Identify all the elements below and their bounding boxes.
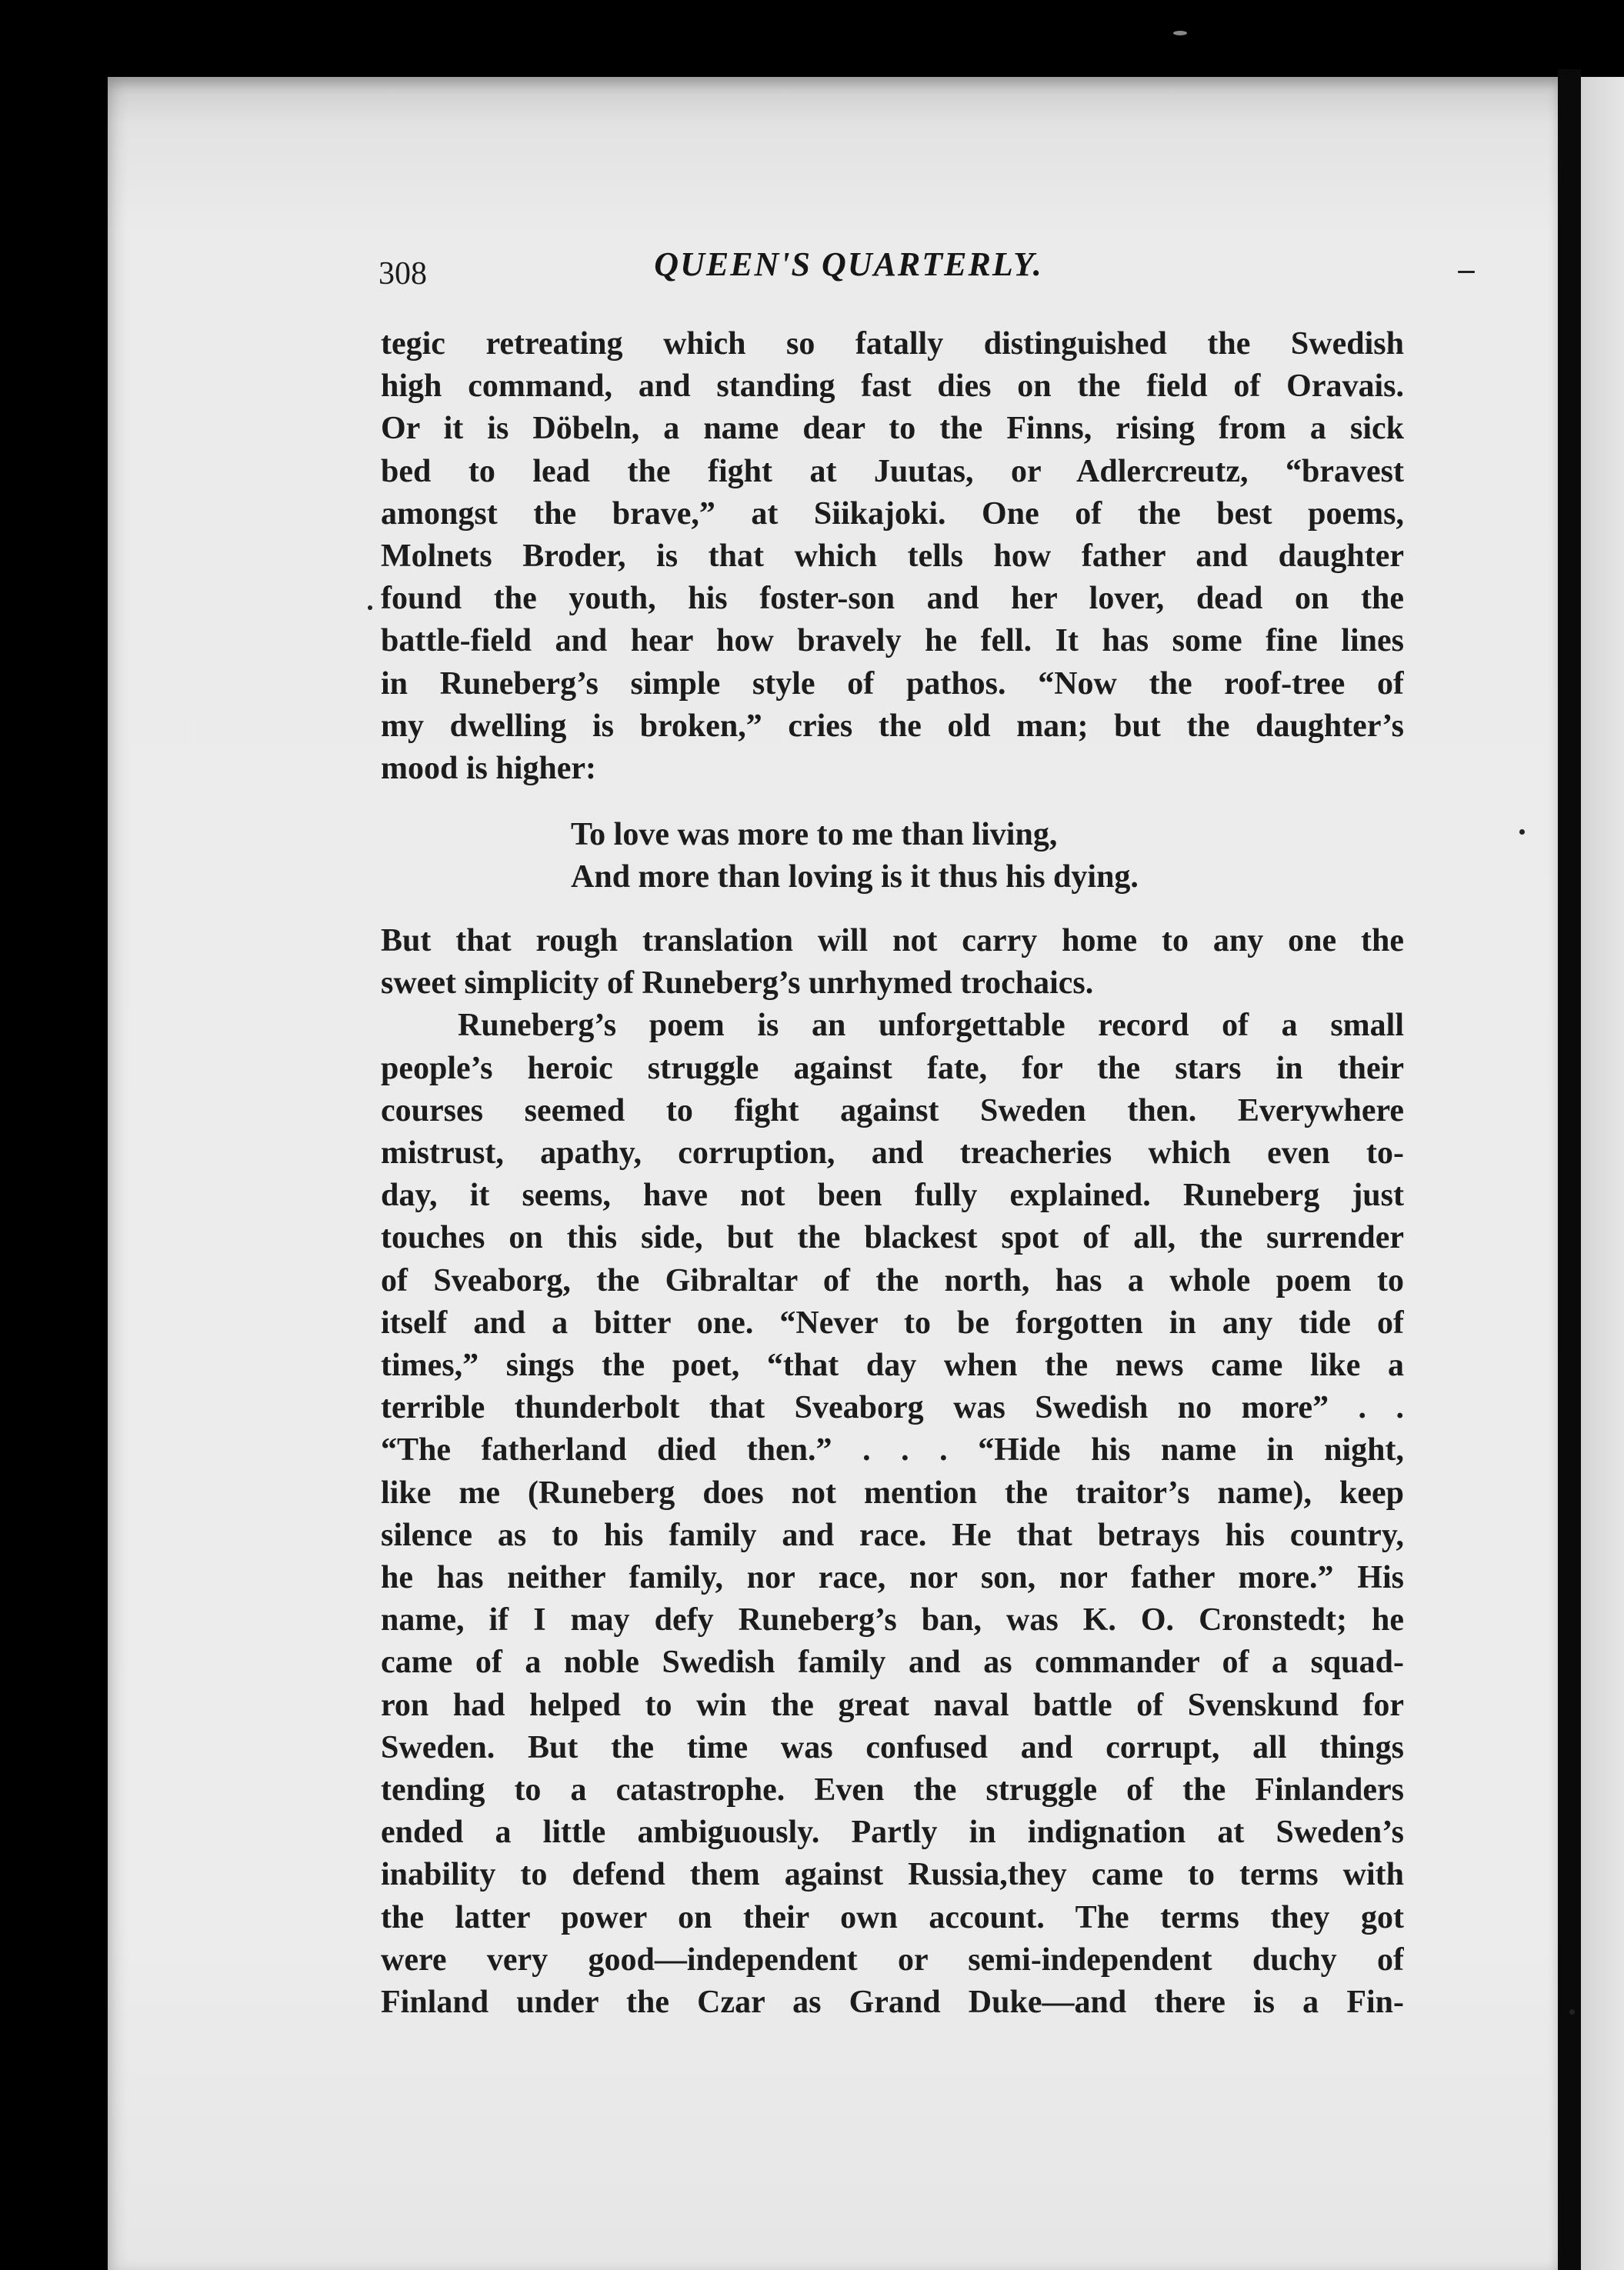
text-line: high command, and standing fast dies on the field of Oravais.	[381, 368, 1404, 404]
text-line: Molnets Broder, is that which tells how father and daughter	[381, 538, 1404, 574]
text-line: the latter power on their own account. The terms they got	[381, 1900, 1404, 1935]
verse-line: To love was more to me than living,	[571, 817, 1058, 852]
text-line: battle-field and hear how bravely he fell. It has some fine lines	[381, 623, 1404, 658]
text-line: of Sveaborg, the Gibraltar of the north, has a whole poem to	[381, 1263, 1404, 1298]
text-line: itself and a bitter one. “Never to be forgotten in any tide of	[381, 1305, 1404, 1341]
verse-line: And more than loving is it thus his dying.	[571, 859, 1139, 895]
text-line: were very good—independent or semi-independent duchy of	[381, 1942, 1404, 1978]
facing-page-edge	[1581, 77, 1624, 2270]
paragraph-first-line: Runeberg’s poem is an unforgettable record of a small	[458, 1008, 1404, 1043]
scan-mark	[1173, 31, 1187, 35]
text-line: silence as to his family and race. He that betrays his country,	[381, 1518, 1404, 1553]
text-line: Finland under the Czar as Grand Duke—and there is a Fin-	[381, 1985, 1404, 2020]
scan-speck	[368, 605, 372, 610]
text-line: like me (Runeberg does not mention the traitor’s name), keep	[381, 1475, 1404, 1511]
book-gutter	[1558, 69, 1581, 2270]
text-line: inability to defend them against Russia,they came to terms with	[381, 1857, 1404, 1892]
text-line: bed to lead the fight at Juutas, or Adlercreutz, “bravest	[381, 454, 1404, 489]
page-number: 308	[378, 256, 427, 292]
text-line: ron had helped to win the great naval battle of Svenskund for	[381, 1688, 1404, 1723]
text-line: terrible thunderbolt that Sveaborg was Swedish no more” . .	[381, 1390, 1404, 1425]
text-line: touches on this side, but the blackest spot of all, the surrender	[381, 1220, 1404, 1255]
scan-speck	[1519, 829, 1525, 835]
text-line: “The fatherland died then.” . . . “Hide his name in night,	[381, 1432, 1404, 1468]
text-line: Or it is Döbeln, a name dear to the Finns, rising from a sick	[381, 411, 1404, 446]
running-title: QUEEN'S QUARTERLY.	[654, 245, 1043, 283]
text-line: day, it seems, have not been fully explained. Runeberg just	[381, 1178, 1404, 1213]
text-line: came of a noble Swedish family and as commander of a squad-	[381, 1645, 1404, 1680]
text-line: mistrust, apathy, corruption, and treacheries which even to-	[381, 1135, 1404, 1171]
text-line: people’s heroic struggle against fate, for the stars in their	[381, 1051, 1404, 1086]
text-line: courses seemed to fight against Sweden then. Everywhere	[381, 1093, 1404, 1128]
text-line: my dwelling is broken,” cries the old man; but the daughter’s	[381, 708, 1404, 744]
text-line: name, if I may defy Runeberg’s ban, was K. O. Cronstedt; he	[381, 1602, 1404, 1638]
text-line: But that rough translation will not carry home to any one the	[381, 923, 1404, 958]
text-line: tegic retreating which so fatally distinguished the Swedish	[381, 326, 1404, 362]
text-line: sweet simplicity of Runeberg’s unrhymed trochaics.	[381, 965, 1094, 1001]
text-line: tending to a catastrophe. Even the struggle of the Finlanders	[381, 1772, 1404, 1808]
text-line: Sweden. But the time was confused and corrupt, all things	[381, 1730, 1404, 1765]
scan-mark	[1458, 271, 1475, 273]
running-head	[0, 245, 1624, 284]
text-line: times,” sings the poet, “that day when the news came like a	[381, 1348, 1404, 1383]
text-line: amongst the brave,” at Siikajoki. One of the best poems,	[381, 496, 1404, 532]
text-line: found the youth, his foster-son and her lover, dead on the	[381, 581, 1404, 616]
text-line: mood is higher:	[381, 751, 597, 786]
text-line: in Runeberg’s simple style of pathos. “Now the roof-tree of	[381, 666, 1404, 702]
text-line: ended a little ambiguously. Partly in indignation at Sweden’s	[381, 1815, 1404, 1850]
scan-speck	[1569, 2009, 1575, 2015]
text-line: he has neither family, nor race, nor son, nor father more.” His	[381, 1560, 1404, 1595]
